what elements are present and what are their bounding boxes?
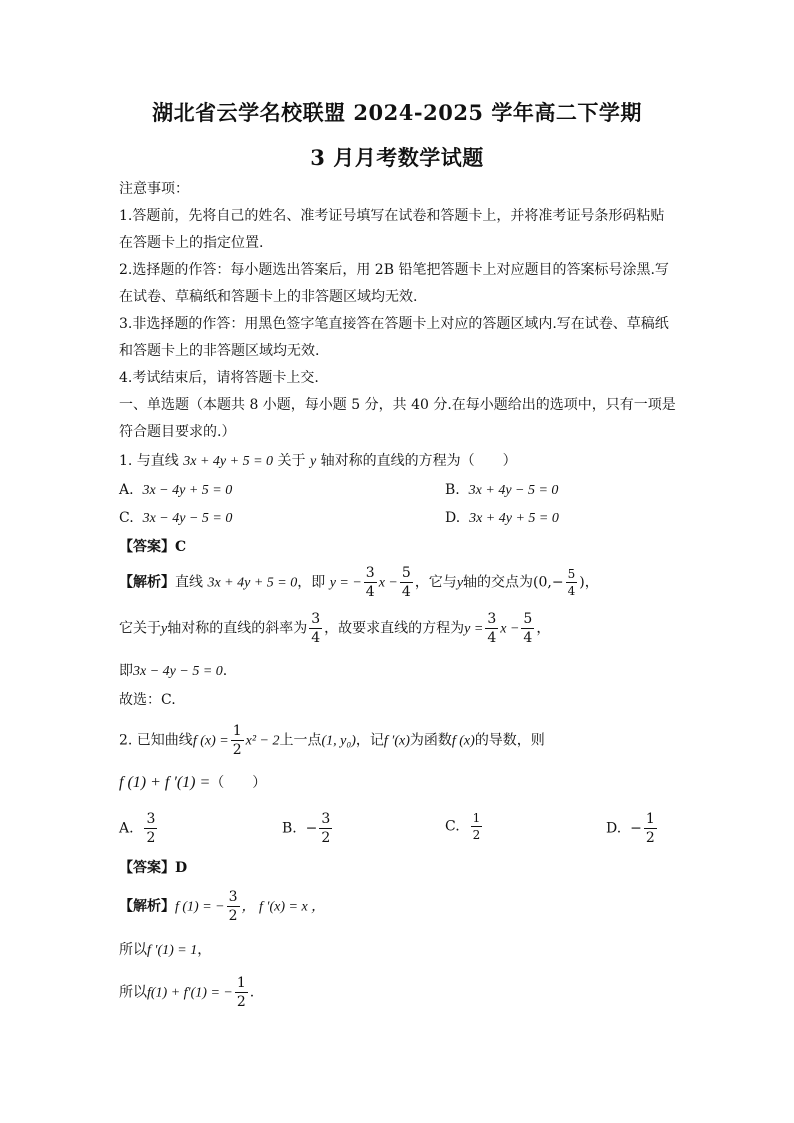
notice-item-1b: 在答题卡上的指定位置. <box>119 235 264 251</box>
q1-a1-eq2b: x − <box>378 575 398 591</box>
frac-den: 2 <box>228 908 238 924</box>
frac-den: 4 <box>311 630 321 646</box>
section-heading-a: 一、单选题（本题共 8 小题，每小题 5 分，共 40 分.在每小题给出的选项中，只有一项是 <box>119 397 676 413</box>
q1-a2-text3: ，故要求直线的方程为 <box>324 620 465 637</box>
frac-num: 1 <box>645 811 655 827</box>
q2-analysis-line2 <box>119 940 211 961</box>
q2-stem-mid1: 上一点 <box>279 732 322 749</box>
frac-den: 4 <box>523 630 533 646</box>
q1-option-c-text: 3x − 4y − 5 = 0 <box>142 511 233 526</box>
notice-item-2b: 在试卷、草稿纸和答题卡上的非答题区域均无效. <box>119 289 418 305</box>
frac-den: 2 <box>236 994 246 1010</box>
q2-option-b <box>282 812 334 845</box>
q2-option-d-sign: − <box>630 820 642 837</box>
q1-a1-point-a: (0,− <box>533 574 564 591</box>
q1-a2-frac1 <box>309 612 322 645</box>
frac-num: 1 <box>232 723 242 739</box>
frac-num: 3 <box>228 889 238 905</box>
q2-option-b-sign: − <box>305 820 318 837</box>
q2-a3-eq: f(1) + f′(1) = − <box>147 985 233 1001</box>
q2-stem-fx: f (x) <box>451 733 475 749</box>
q1-stem-equation: 3x + 4y + 5 = 0 <box>183 454 274 469</box>
q1-a2-text4: ， <box>536 620 551 637</box>
frac-den: 2 <box>146 830 156 846</box>
q1-option-d-text: 3x + 4y + 5 = 0 <box>469 511 559 526</box>
frac-num: 5 <box>523 611 533 627</box>
q1-a2-frac3 <box>521 612 534 645</box>
q2-stem-mid2: ，记 <box>355 732 384 749</box>
q2-stem-prefix: 2. 已知曲线 <box>119 732 193 749</box>
q2-a3-frac <box>235 976 248 1009</box>
q1-analysis-line2 <box>119 612 550 646</box>
q1-a3-text: 即 <box>119 663 133 679</box>
q2-stem-f-rest: x² − 2 <box>245 733 280 749</box>
frac-den: 2 <box>232 742 242 758</box>
q1-a1-text3: ，它与 <box>414 574 457 591</box>
q2-option-a <box>119 812 159 845</box>
q2-option-a-label: A. <box>119 820 134 837</box>
frac-den: 4 <box>401 584 411 600</box>
q2-option-d <box>606 812 659 845</box>
q1-stem-prefix: 1. 与直线 <box>119 453 179 469</box>
frac-num: 5 <box>567 567 576 581</box>
q2-a1-frac <box>227 890 240 923</box>
q2-a3-text: 所以 <box>119 984 147 1001</box>
q2-option-c-label: C. <box>445 818 460 835</box>
q1-option-a <box>119 480 232 501</box>
frac-den: 4 <box>567 584 576 598</box>
q1-a2-var: y <box>161 621 168 637</box>
q1-a1-eq1: 3x + 4y + 5 = 0 <box>207 575 298 591</box>
q1-a1-frac3 <box>566 568 578 597</box>
q1-a2-text2: 轴对称的直线的斜率为 <box>167 620 308 637</box>
q2-option-b-label: B. <box>282 820 297 837</box>
q2-a1-eq: f (1) = − <box>175 899 225 915</box>
q2-stem-line2-eq: f (1) + f ′(1) = <box>119 774 211 791</box>
frac-num: 1 <box>472 811 481 825</box>
q1-analysis-line3 <box>119 661 227 682</box>
q1-a1-text5: ， <box>584 574 599 591</box>
q2-option-a-frac <box>144 812 157 845</box>
q1-stem-suffix: 轴对称的直线的方程为（ ） <box>320 453 517 469</box>
q1-option-d <box>445 508 559 529</box>
q1-a1-var: y <box>456 575 464 591</box>
q2-option-d-frac <box>644 812 657 845</box>
q2-stem-line2-paren: （ ） <box>210 775 267 791</box>
frac-num: 1 <box>236 975 246 991</box>
q2-stem-frac <box>231 724 244 757</box>
q2-a2-end: ， <box>197 942 212 958</box>
section-heading-b: 符合题目要求的.） <box>119 424 236 440</box>
q1-a1-point-b: ) <box>579 574 585 591</box>
q1-a1-frac1 <box>364 566 377 599</box>
q1-option-b-label: B. <box>445 482 460 498</box>
frac-den: 2 <box>472 828 481 842</box>
q2-option-b-frac <box>319 812 332 845</box>
notice-item-4: 4.考试结束后，请将答题卡上交. <box>119 370 319 386</box>
frac-num: 3 <box>487 611 497 627</box>
q1-a1-frac2 <box>400 566 413 599</box>
q1-a3-end: . <box>222 663 228 679</box>
q1-analysis-tag: 【解析】 <box>119 574 175 591</box>
q2-stem-f: f (x) = <box>192 733 229 749</box>
q2-stem-mid3: 为函数 <box>409 732 452 749</box>
notice-heading: 注意事项： <box>119 181 189 197</box>
notice-item-1a: 1.答题前，先将自己的姓名、准考证号填写在试卷和答题卡上，并将准考证号条形码粘贴 <box>119 208 665 224</box>
frac-num: 3 <box>311 611 321 627</box>
q1-stem-mid: 关于 <box>277 453 306 469</box>
notice-item-3a: 3.非选择题的作答：用黑色签字笔直接答在答题卡上对应的答题区域内.写在试卷、草稿纸 <box>119 316 669 332</box>
q2-analysis-line1 <box>119 890 325 924</box>
notice-item-2a: 2.选择题的作答：每小题选出答案后，用 2B 铅笔把答题卡上对应题目的答案标号涂黑.写 <box>119 262 669 278</box>
frac-den: 4 <box>365 584 375 600</box>
q1-stem-var: y <box>309 454 317 469</box>
q2-analysis-line3 <box>119 976 254 1010</box>
frac-num: 3 <box>365 565 375 581</box>
q2-a1-rest: ， f ′(x) = x ， <box>241 899 326 915</box>
q2-stem <box>119 724 545 758</box>
q1-a2-frac2 <box>485 612 498 645</box>
q1-option-a-label: A. <box>119 482 134 498</box>
exam-subtitle: 3 月月考数学试题 <box>310 145 484 170</box>
frac-num: 3 <box>146 811 156 827</box>
q1-answer: 【答案】C <box>119 539 187 555</box>
q1-stem <box>119 451 517 472</box>
q2-a2-text: 所以 <box>119 942 147 958</box>
frac-den: 2 <box>321 830 331 846</box>
q1-option-b <box>445 480 558 501</box>
q1-analysis-line1 <box>119 566 599 600</box>
q1-a2-eq-a: y = <box>464 621 484 637</box>
q1-a3-eq: 3x − 4y − 5 = 0 <box>133 664 223 679</box>
q1-a1-text2: ，即 <box>297 574 326 591</box>
notice-item-3b: 和答题卡上的非答题区域均无效. <box>119 343 320 359</box>
q1-a1-eq2a: y = − <box>329 575 362 591</box>
q1-option-b-text: 3x + 4y − 5 = 0 <box>468 483 559 498</box>
q1-a2-text1: 它关于 <box>119 620 161 637</box>
q1-option-c-label: C. <box>119 510 134 526</box>
q1-a1-text1: 直线 <box>175 574 203 591</box>
q2-option-c-frac <box>471 812 483 841</box>
q2-stem-fprime: f ′(x) <box>383 733 410 749</box>
frac-den: 2 <box>645 830 655 846</box>
exam-title: 湖北省云学名校联盟 2024-2025 学年高二下学期 <box>152 100 642 125</box>
q2-analysis-tag: 【解析】 <box>119 898 175 915</box>
frac-den: 4 <box>487 630 497 646</box>
frac-num: 3 <box>321 811 331 827</box>
q1-option-c <box>119 508 232 529</box>
q1-a2-eq-b: x − <box>500 621 520 637</box>
frac-num: 5 <box>401 565 411 581</box>
q2-a2-eq: f ′(1) = 1 <box>147 943 198 958</box>
q1-a1-text4: 轴的交点为 <box>463 574 534 591</box>
q2-stem-line2 <box>119 772 266 793</box>
q1-option-d-label: D. <box>445 510 461 526</box>
q2-answer: 【答案】D <box>119 860 188 876</box>
q2-option-d-label: D. <box>606 820 622 837</box>
q1-choose: 故选：C. <box>119 692 176 708</box>
q2-option-c <box>445 812 484 841</box>
q2-a3-end: . <box>249 984 255 1001</box>
q1-option-a-text: 3x − 4y + 5 = 0 <box>142 483 233 498</box>
q2-stem-suffix: 的导数，则 <box>474 732 545 749</box>
q2-stem-point: (1, y₀) <box>321 733 356 749</box>
